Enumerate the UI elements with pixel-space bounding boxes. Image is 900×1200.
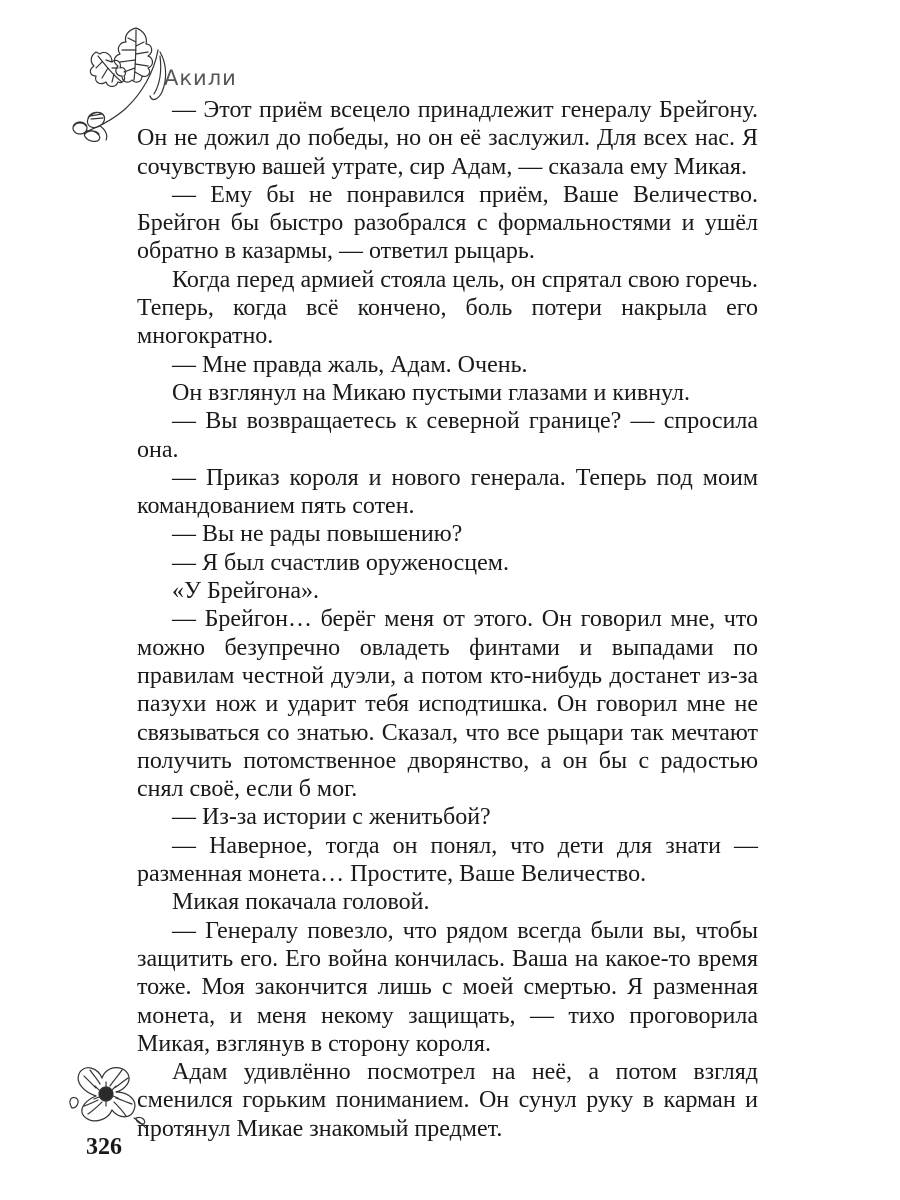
paragraph: — Вы не рады повышению?: [172, 521, 463, 548]
paragraph: — Наверное, тогда он понял, что дети для знати — разменная монета… Простите, Ваше Величество.: [137, 832, 758, 888]
paragraph: — Приказ короля и нового генерала. Теперь под моим командованием пять сотен.: [137, 464, 758, 520]
poppy-flower-icon: [66, 1062, 148, 1130]
page-number: 326: [86, 1134, 122, 1160]
body-text: [137, 96, 758, 1143]
paragraph: — Ему бы не понравился приём, Ваше Величество. Брейгон бы быстро разобрался с формальностями и ушёл обратно в казармы, — ответил рыцарь.: [137, 181, 758, 265]
paragraph: — Генералу повезло, что рядом всегда были вы, чтобы защитить его. Его война кончилась. Ваша на какое-то время тоже. Моя закончится лишь с моей смертью. Я разменная монета, и меня некому защищать, — тихо проговорила Микая, взглянув в сторону короля.: [137, 917, 758, 1057]
paragraph: — Вы возвращаетесь к северной границе? — спросила она.: [137, 408, 758, 463]
paragraph: «У Брейгона».: [172, 578, 320, 605]
paragraph: Он взглянул на Микаю пустыми глазами и кивнул.: [172, 379, 690, 406]
paragraph: — Этот приём всецело принадлежит генералу Брейгону. Он не дожил до победы, но он её заслужил. Для всех нас. Я сочувствую вашей утрате, сир Адам, — сказала ему Микая.: [137, 97, 758, 180]
paragraph: — Из-за истории с женитьбой?: [172, 804, 491, 831]
paragraph: — Я был счастлив оруженосцем.: [172, 549, 509, 576]
paragraph: Адам удивлённо посмотрел на неё, а потом взгляд сменился горьким пониманием. Он сунул руку в карман и протянул Микае знакомый предмет.: [137, 1059, 758, 1142]
paragraph: — Брейгон… берёг меня от этого. Он говорил мне, что можно безупречно овладеть финтами и выпадами по правилам честной дуэли, а потом кто-нибудь достанет из-за пазухи нож и ударит тебя исподтишка. Он говорил мне не связываться со знатью. Сказал, что все рыцари так мечтают получить потомственное дворянство, а он бы с радостью снял своё, если б мог.: [137, 606, 758, 803]
paragraph: Микая покачала головой.: [172, 889, 430, 916]
running-head-title: Акили: [164, 66, 237, 90]
paragraph: — Мне правда жаль, Адам. Очень.: [172, 351, 528, 378]
paragraph: Когда перед армией стояла цель, он спрятал свою горечь. Теперь, когда всё кончено, боль потери накрыла его многократно.: [137, 266, 758, 350]
